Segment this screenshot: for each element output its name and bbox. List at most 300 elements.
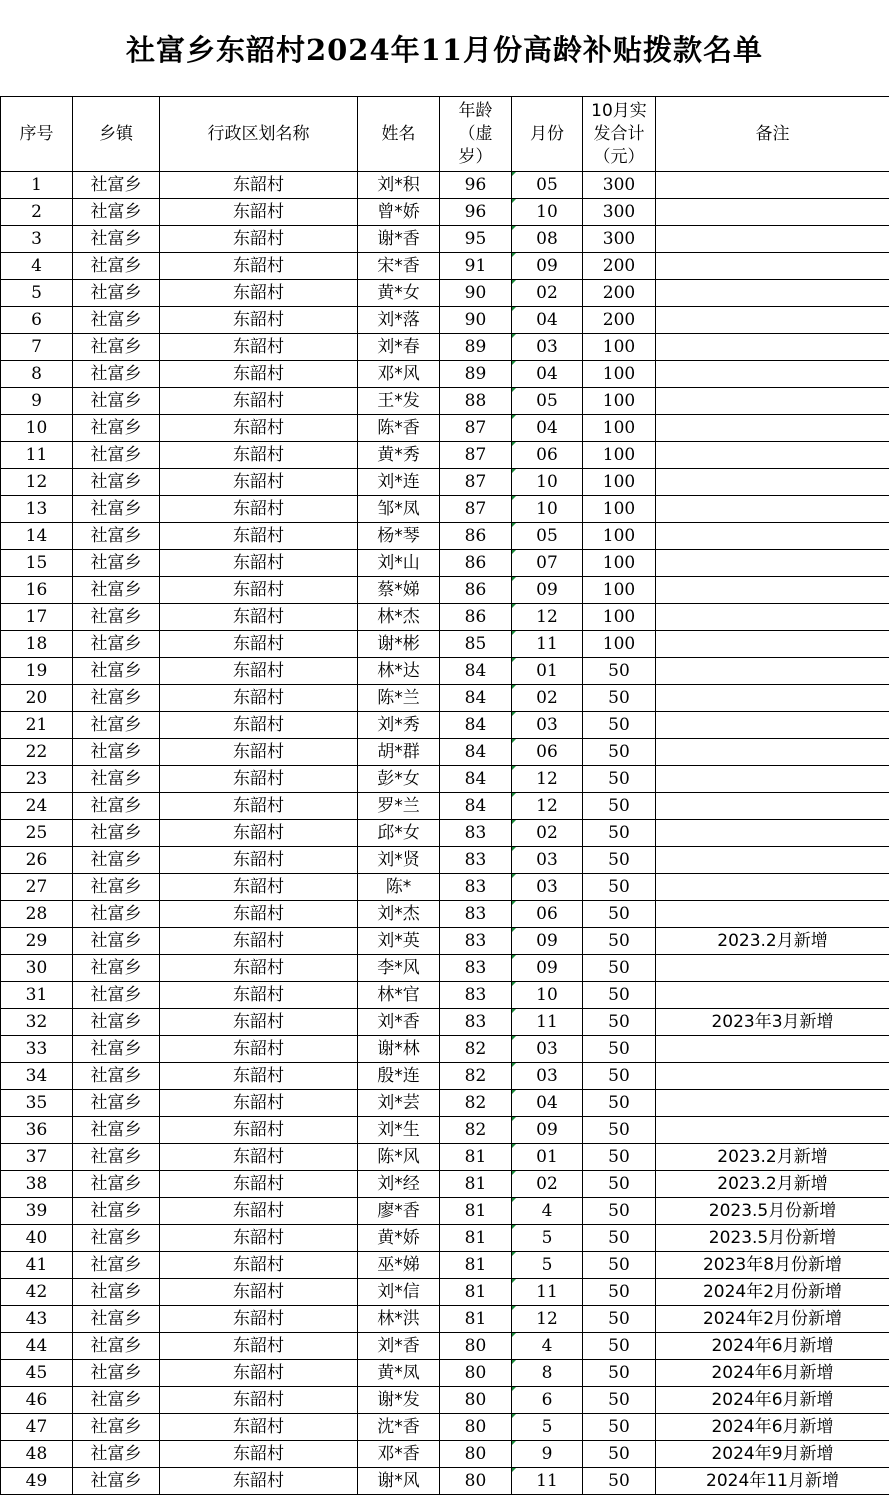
cell-remark: 2023年8月份新增 xyxy=(656,1252,889,1279)
cell-name: 黄*女 xyxy=(358,280,440,307)
cell-amount: 50 xyxy=(583,955,656,982)
cell-age: 83 xyxy=(440,901,512,928)
table-row xyxy=(1,334,889,361)
cell-index: 37 xyxy=(1,1144,73,1171)
cell-amount: 50 xyxy=(583,793,656,820)
cell-district: 东韶村 xyxy=(160,820,358,847)
cell-remark xyxy=(656,469,889,496)
cell-month: 11 xyxy=(512,1279,583,1306)
table-row xyxy=(1,982,889,1009)
cell-remark xyxy=(656,712,889,739)
cell-index: 38 xyxy=(1,1171,73,1198)
table-row xyxy=(1,307,889,334)
cell-index: 16 xyxy=(1,577,73,604)
cell-amount: 200 xyxy=(583,280,656,307)
cell-month: 09 xyxy=(512,928,583,955)
cell-amount: 100 xyxy=(583,550,656,577)
cell-district: 东韶村 xyxy=(160,982,358,1009)
cell-remark xyxy=(656,577,889,604)
cell-index: 18 xyxy=(1,631,73,658)
cell-amount: 200 xyxy=(583,253,656,280)
cell-age: 96 xyxy=(440,199,512,226)
cell-district: 东韶村 xyxy=(160,1009,358,1036)
table-row xyxy=(1,199,889,226)
cell-amount: 50 xyxy=(583,1333,656,1360)
cell-name: 陈*香 xyxy=(358,415,440,442)
cell-town: 社富乡 xyxy=(73,550,160,577)
cell-age: 91 xyxy=(440,253,512,280)
cell-name: 谢*彬 xyxy=(358,631,440,658)
cell-town: 社富乡 xyxy=(73,415,160,442)
cell-town: 社富乡 xyxy=(73,793,160,820)
table-row xyxy=(1,604,889,631)
cell-remark xyxy=(656,631,889,658)
cell-town: 社富乡 xyxy=(73,658,160,685)
cell-index: 27 xyxy=(1,874,73,901)
table-row xyxy=(1,955,889,982)
cell-month: 03 xyxy=(512,847,583,874)
cell-index: 23 xyxy=(1,766,73,793)
cell-town: 社富乡 xyxy=(73,604,160,631)
table-row xyxy=(1,496,889,523)
cell-month: 08 xyxy=(512,226,583,253)
cell-age: 83 xyxy=(440,955,512,982)
cell-name: 刘*香 xyxy=(358,1009,440,1036)
cell-district: 东韶村 xyxy=(160,1036,358,1063)
cell-month: 04 xyxy=(512,361,583,388)
cell-index: 10 xyxy=(1,415,73,442)
cell-amount: 100 xyxy=(583,388,656,415)
cell-district: 东韶村 xyxy=(160,361,358,388)
cell-town: 社富乡 xyxy=(73,1468,160,1495)
table-row xyxy=(1,172,889,199)
cell-month: 02 xyxy=(512,820,583,847)
cell-town: 社富乡 xyxy=(73,253,160,280)
cell-town: 社富乡 xyxy=(73,1333,160,1360)
cell-district: 东韶村 xyxy=(160,1225,358,1252)
cell-name: 刘*连 xyxy=(358,469,440,496)
cell-month: 06 xyxy=(512,901,583,928)
cell-town: 社富乡 xyxy=(73,955,160,982)
table-row xyxy=(1,577,889,604)
cell-month: 5 xyxy=(512,1252,583,1279)
cell-amount: 100 xyxy=(583,442,656,469)
cell-name: 林*杰 xyxy=(358,604,440,631)
cell-district: 东韶村 xyxy=(160,496,358,523)
cell-remark: 2024年9月新增 xyxy=(656,1441,889,1468)
cell-name: 刘*香 xyxy=(358,1333,440,1360)
cell-index: 36 xyxy=(1,1117,73,1144)
cell-index: 40 xyxy=(1,1225,73,1252)
cell-name: 刘*芸 xyxy=(358,1090,440,1117)
cell-district: 东韶村 xyxy=(160,1063,358,1090)
cell-town: 社富乡 xyxy=(73,280,160,307)
cell-town: 社富乡 xyxy=(73,1441,160,1468)
cell-district: 东韶村 xyxy=(160,199,358,226)
table-row xyxy=(1,1063,889,1090)
cell-index: 32 xyxy=(1,1009,73,1036)
cell-month: 04 xyxy=(512,1090,583,1117)
cell-index: 44 xyxy=(1,1333,73,1360)
cell-month: 6 xyxy=(512,1387,583,1414)
cell-remark xyxy=(656,334,889,361)
cell-month: 03 xyxy=(512,1063,583,1090)
table-row xyxy=(1,1252,889,1279)
cell-town: 社富乡 xyxy=(73,334,160,361)
cell-remark xyxy=(656,1090,889,1117)
cell-index: 14 xyxy=(1,523,73,550)
table-row xyxy=(1,253,889,280)
table-body xyxy=(1,172,889,1495)
cell-amount: 50 xyxy=(583,1090,656,1117)
table-row xyxy=(1,793,889,820)
table-row xyxy=(1,361,889,388)
cell-amount: 50 xyxy=(583,928,656,955)
header-amount: 10月实发合计（元） xyxy=(583,97,656,172)
cell-amount: 50 xyxy=(583,1387,656,1414)
cell-remark xyxy=(656,280,889,307)
cell-remark xyxy=(656,685,889,712)
cell-age: 80 xyxy=(440,1333,512,1360)
cell-remark: 2023.5月份新增 xyxy=(656,1198,889,1225)
cell-amount: 100 xyxy=(583,469,656,496)
cell-district: 东韶村 xyxy=(160,388,358,415)
cell-month: 4 xyxy=(512,1198,583,1225)
cell-amount: 100 xyxy=(583,361,656,388)
cell-index: 29 xyxy=(1,928,73,955)
cell-age: 80 xyxy=(440,1441,512,1468)
page-title: 社富乡东韶村2024年11月份高龄补贴拨款名单 xyxy=(125,33,764,67)
table-row xyxy=(1,1279,889,1306)
cell-age: 83 xyxy=(440,982,512,1009)
cell-town: 社富乡 xyxy=(73,766,160,793)
cell-name: 邱*女 xyxy=(358,820,440,847)
cell-name: 罗*兰 xyxy=(358,793,440,820)
cell-town: 社富乡 xyxy=(73,1387,160,1414)
table-row xyxy=(1,1441,889,1468)
cell-district: 东韶村 xyxy=(160,1333,358,1360)
cell-index: 35 xyxy=(1,1090,73,1117)
cell-index: 43 xyxy=(1,1306,73,1333)
cell-name: 邓*香 xyxy=(358,1441,440,1468)
cell-name: 刘*经 xyxy=(358,1171,440,1198)
cell-amount: 100 xyxy=(583,496,656,523)
cell-month: 03 xyxy=(512,874,583,901)
cell-name: 彭*女 xyxy=(358,766,440,793)
cell-amount: 100 xyxy=(583,604,656,631)
cell-town: 社富乡 xyxy=(73,1144,160,1171)
cell-remark xyxy=(656,604,889,631)
cell-month: 5 xyxy=(512,1414,583,1441)
cell-town: 社富乡 xyxy=(73,1063,160,1090)
cell-index: 47 xyxy=(1,1414,73,1441)
cell-district: 东韶村 xyxy=(160,577,358,604)
cell-district: 东韶村 xyxy=(160,955,358,982)
cell-town: 社富乡 xyxy=(73,1036,160,1063)
table-row xyxy=(1,1333,889,1360)
cell-district: 东韶村 xyxy=(160,1441,358,1468)
cell-age: 81 xyxy=(440,1225,512,1252)
cell-index: 22 xyxy=(1,739,73,766)
cell-district: 东韶村 xyxy=(160,307,358,334)
cell-name: 黄*凤 xyxy=(358,1360,440,1387)
cell-amount: 50 xyxy=(583,739,656,766)
subsidy-table xyxy=(0,96,889,1495)
cell-district: 东韶村 xyxy=(160,1090,358,1117)
cell-remark: 2023年3月新增 xyxy=(656,1009,889,1036)
cell-amount: 50 xyxy=(583,1279,656,1306)
cell-index: 2 xyxy=(1,199,73,226)
cell-name: 黄*秀 xyxy=(358,442,440,469)
cell-town: 社富乡 xyxy=(73,1360,160,1387)
cell-district: 东韶村 xyxy=(160,1468,358,1495)
cell-name: 林*达 xyxy=(358,658,440,685)
cell-town: 社富乡 xyxy=(73,1252,160,1279)
cell-age: 82 xyxy=(440,1063,512,1090)
cell-amount: 50 xyxy=(583,1063,656,1090)
cell-index: 31 xyxy=(1,982,73,1009)
cell-age: 81 xyxy=(440,1279,512,1306)
cell-town: 社富乡 xyxy=(73,1117,160,1144)
cell-month: 4 xyxy=(512,1333,583,1360)
cell-district: 东韶村 xyxy=(160,685,358,712)
header-row xyxy=(1,97,889,172)
cell-index: 45 xyxy=(1,1360,73,1387)
cell-amount: 50 xyxy=(583,874,656,901)
cell-index: 20 xyxy=(1,685,73,712)
cell-town: 社富乡 xyxy=(73,1009,160,1036)
cell-name: 刘*山 xyxy=(358,550,440,577)
cell-name: 陈* xyxy=(358,874,440,901)
cell-name: 刘*贤 xyxy=(358,847,440,874)
table-row xyxy=(1,1090,889,1117)
table-row xyxy=(1,1144,889,1171)
cell-age: 88 xyxy=(440,388,512,415)
cell-month: 05 xyxy=(512,523,583,550)
cell-name: 巫*娣 xyxy=(358,1252,440,1279)
cell-district: 东韶村 xyxy=(160,523,358,550)
cell-town: 社富乡 xyxy=(73,577,160,604)
cell-amount: 50 xyxy=(583,1198,656,1225)
cell-index: 39 xyxy=(1,1198,73,1225)
cell-amount: 50 xyxy=(583,658,656,685)
cell-remark: 2024年6月新增 xyxy=(656,1387,889,1414)
header-district: 行政区划名称 xyxy=(160,97,358,172)
cell-name: 刘*英 xyxy=(358,928,440,955)
table-row xyxy=(1,685,889,712)
cell-amount: 50 xyxy=(583,901,656,928)
cell-district: 东韶村 xyxy=(160,334,358,361)
cell-district: 东韶村 xyxy=(160,712,358,739)
cell-age: 82 xyxy=(440,1117,512,1144)
table-row xyxy=(1,1387,889,1414)
cell-amount: 50 xyxy=(583,1360,656,1387)
cell-name: 林*洪 xyxy=(358,1306,440,1333)
table-row xyxy=(1,739,889,766)
cell-month: 04 xyxy=(512,415,583,442)
cell-age: 87 xyxy=(440,442,512,469)
cell-month: 9 xyxy=(512,1441,583,1468)
cell-town: 社富乡 xyxy=(73,469,160,496)
cell-index: 21 xyxy=(1,712,73,739)
cell-index: 24 xyxy=(1,793,73,820)
cell-district: 东韶村 xyxy=(160,1198,358,1225)
cell-remark xyxy=(656,766,889,793)
cell-index: 1 xyxy=(1,172,73,199)
cell-index: 5 xyxy=(1,280,73,307)
cell-month: 03 xyxy=(512,1036,583,1063)
cell-index: 7 xyxy=(1,334,73,361)
cell-name: 谢*风 xyxy=(358,1468,440,1495)
cell-index: 26 xyxy=(1,847,73,874)
cell-name: 曾*娇 xyxy=(358,199,440,226)
cell-amount: 100 xyxy=(583,577,656,604)
cell-month: 02 xyxy=(512,1171,583,1198)
cell-amount: 50 xyxy=(583,982,656,1009)
table-row xyxy=(1,1171,889,1198)
cell-index: 13 xyxy=(1,496,73,523)
cell-remark: 2023.2月新增 xyxy=(656,928,889,955)
cell-month: 12 xyxy=(512,766,583,793)
cell-month: 09 xyxy=(512,253,583,280)
cell-month: 06 xyxy=(512,739,583,766)
cell-town: 社富乡 xyxy=(73,361,160,388)
cell-month: 09 xyxy=(512,955,583,982)
cell-remark xyxy=(656,793,889,820)
table-row xyxy=(1,1414,889,1441)
cell-month: 12 xyxy=(512,793,583,820)
cell-amount: 50 xyxy=(583,1252,656,1279)
cell-age: 84 xyxy=(440,685,512,712)
cell-index: 46 xyxy=(1,1387,73,1414)
cell-month: 03 xyxy=(512,712,583,739)
table-row xyxy=(1,388,889,415)
cell-town: 社富乡 xyxy=(73,388,160,415)
cell-district: 东韶村 xyxy=(160,280,358,307)
cell-name: 蔡*娣 xyxy=(358,577,440,604)
cell-index: 15 xyxy=(1,550,73,577)
cell-name: 沈*香 xyxy=(358,1414,440,1441)
cell-index: 30 xyxy=(1,955,73,982)
cell-index: 8 xyxy=(1,361,73,388)
cell-district: 东韶村 xyxy=(160,793,358,820)
cell-name: 林*官 xyxy=(358,982,440,1009)
cell-age: 85 xyxy=(440,631,512,658)
cell-district: 东韶村 xyxy=(160,1252,358,1279)
cell-remark: 2023.2月新增 xyxy=(656,1171,889,1198)
cell-month: 06 xyxy=(512,442,583,469)
cell-age: 83 xyxy=(440,847,512,874)
cell-age: 82 xyxy=(440,1036,512,1063)
cell-month: 03 xyxy=(512,334,583,361)
cell-age: 96 xyxy=(440,172,512,199)
cell-remark: 2024年2月份新增 xyxy=(656,1279,889,1306)
cell-remark xyxy=(656,199,889,226)
cell-remark: 2023.5月份新增 xyxy=(656,1225,889,1252)
cell-district: 东韶村 xyxy=(160,1171,358,1198)
cell-index: 25 xyxy=(1,820,73,847)
cell-age: 86 xyxy=(440,523,512,550)
cell-age: 90 xyxy=(440,307,512,334)
cell-age: 83 xyxy=(440,874,512,901)
cell-district: 东韶村 xyxy=(160,442,358,469)
cell-district: 东韶村 xyxy=(160,658,358,685)
cell-age: 87 xyxy=(440,415,512,442)
cell-town: 社富乡 xyxy=(73,739,160,766)
cell-age: 89 xyxy=(440,361,512,388)
cell-name: 刘*积 xyxy=(358,172,440,199)
cell-remark xyxy=(656,442,889,469)
cell-month: 10 xyxy=(512,982,583,1009)
cell-name: 杨*琴 xyxy=(358,523,440,550)
cell-month: 10 xyxy=(512,496,583,523)
cell-remark xyxy=(656,739,889,766)
table-row xyxy=(1,1360,889,1387)
cell-remark xyxy=(656,361,889,388)
cell-month: 02 xyxy=(512,685,583,712)
cell-index: 17 xyxy=(1,604,73,631)
cell-age: 83 xyxy=(440,820,512,847)
cell-town: 社富乡 xyxy=(73,442,160,469)
table-row xyxy=(1,874,889,901)
table-row xyxy=(1,820,889,847)
cell-amount: 50 xyxy=(583,1036,656,1063)
cell-amount: 300 xyxy=(583,199,656,226)
cell-age: 86 xyxy=(440,604,512,631)
cell-month: 09 xyxy=(512,1117,583,1144)
cell-name: 刘*春 xyxy=(358,334,440,361)
cell-district: 东韶村 xyxy=(160,766,358,793)
cell-month: 5 xyxy=(512,1225,583,1252)
cell-month: 11 xyxy=(512,1468,583,1495)
table-row xyxy=(1,442,889,469)
cell-age: 82 xyxy=(440,1090,512,1117)
table-row xyxy=(1,1225,889,1252)
cell-town: 社富乡 xyxy=(73,307,160,334)
cell-district: 东韶村 xyxy=(160,928,358,955)
table-row xyxy=(1,928,889,955)
cell-age: 84 xyxy=(440,658,512,685)
cell-town: 社富乡 xyxy=(73,199,160,226)
table-row xyxy=(1,280,889,307)
cell-month: 12 xyxy=(512,1306,583,1333)
cell-district: 东韶村 xyxy=(160,415,358,442)
cell-remark: 2024年6月新增 xyxy=(656,1333,889,1360)
cell-remark: 2024年6月新增 xyxy=(656,1360,889,1387)
cell-name: 宋*香 xyxy=(358,253,440,280)
cell-age: 83 xyxy=(440,1009,512,1036)
table-row xyxy=(1,1009,889,1036)
cell-age: 84 xyxy=(440,739,512,766)
table-row xyxy=(1,523,889,550)
table-row xyxy=(1,226,889,253)
cell-age: 83 xyxy=(440,928,512,955)
cell-district: 东韶村 xyxy=(160,253,358,280)
cell-age: 84 xyxy=(440,712,512,739)
cell-age: 80 xyxy=(440,1414,512,1441)
cell-month: 12 xyxy=(512,604,583,631)
cell-amount: 50 xyxy=(583,766,656,793)
cell-age: 80 xyxy=(440,1360,512,1387)
cell-amount: 100 xyxy=(583,334,656,361)
cell-remark xyxy=(656,415,889,442)
cell-remark xyxy=(656,874,889,901)
cell-town: 社富乡 xyxy=(73,1090,160,1117)
cell-town: 社富乡 xyxy=(73,874,160,901)
cell-name: 黄*娇 xyxy=(358,1225,440,1252)
cell-name: 刘*秀 xyxy=(358,712,440,739)
table-row xyxy=(1,1468,889,1495)
